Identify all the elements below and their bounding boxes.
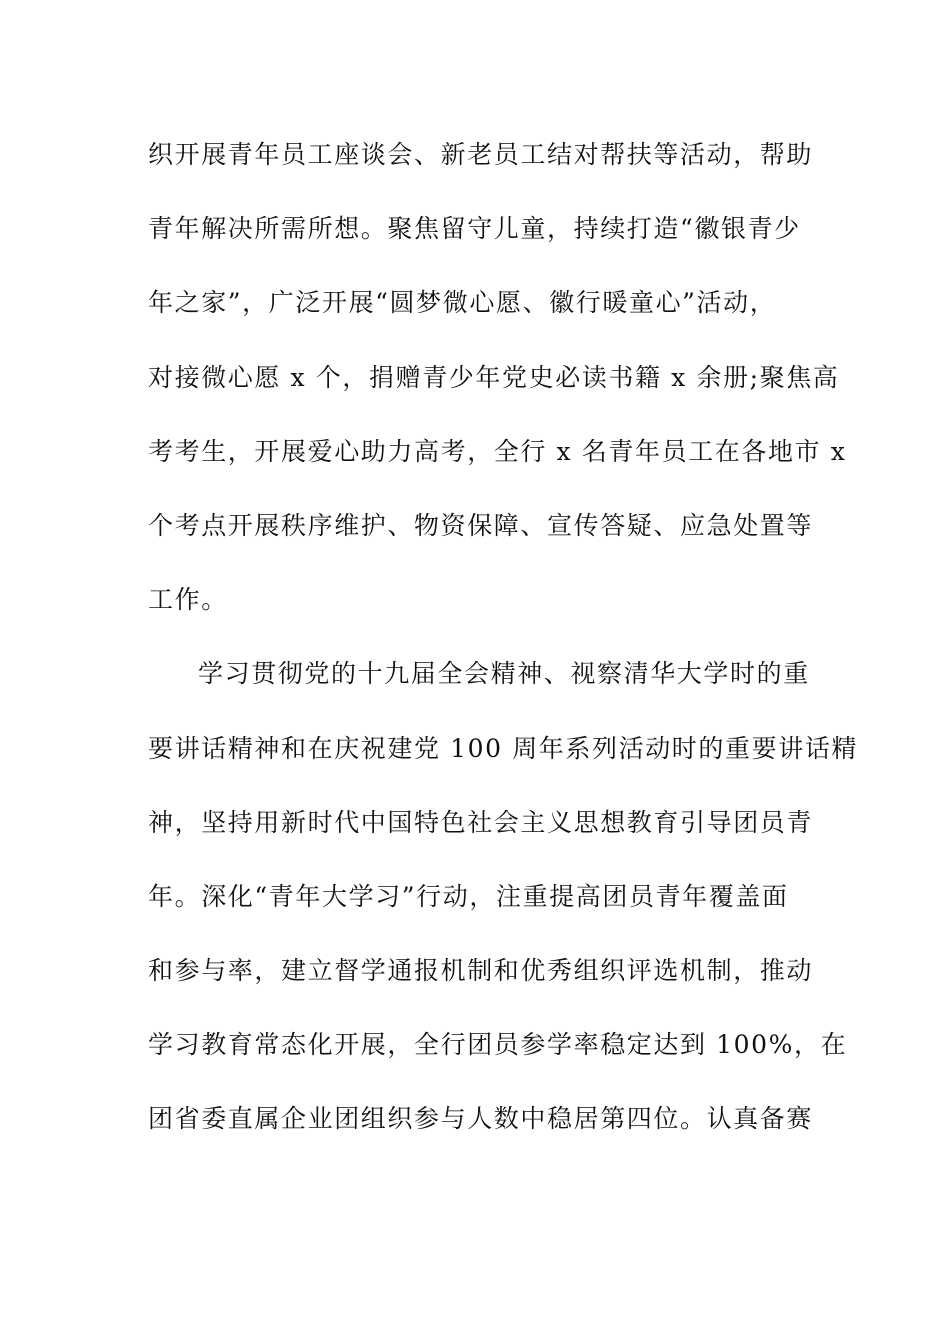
document-body — [148, 118, 859, 1157]
text-line: 团省委直属企业团组织参与人数中稳居第四位。认真备赛 — [148, 1104, 814, 1134]
text-line: 要讲话精神和在庆祝建党 100 周年系列活动时的重要讲话精 — [148, 733, 859, 763]
text-line: 考考生，开展爱心助力高考，全行 x 名青年员工在各地市 x — [148, 436, 847, 466]
paragraph — [148, 118, 847, 637]
text-line: 学习贯彻党的十九届全会精神、视察清华大学时的重 — [198, 659, 810, 689]
text-line: 个考点开展秩序维护、物资保障、宣传答疑、应急处置等 — [148, 510, 814, 540]
text-line: 对接微心愿 x 个，捐赠青少年党史必读书籍 x 余册;聚焦高 — [148, 362, 840, 392]
text-line: 织开展青年员工座谈会、新老员工结对帮扶等活动，帮助 — [148, 140, 814, 169]
text-line: 工作。 — [148, 585, 228, 615]
text-line: 年之家”，广泛开展“圆梦微心愿、徽行暖童心”活动， — [148, 288, 777, 318]
text-line: 和参与率，建立督学通报机制和优秀组织评选机制，推动 — [148, 956, 814, 986]
text-line: 神，坚持用新时代中国特色社会主义思想教育引导团员青 — [148, 807, 814, 837]
paragraph — [148, 637, 859, 1156]
text-line: 青年解决所需所想。聚焦留守儿童，持续打造“徽银青少 — [148, 214, 801, 244]
text-line: 学习教育常态化开展，全行团员参学率稳定达到 100%，在 — [148, 1030, 848, 1060]
text-line: 年。深化“青年大学习”行动，注重提高团员青年覆盖面 — [148, 881, 789, 911]
